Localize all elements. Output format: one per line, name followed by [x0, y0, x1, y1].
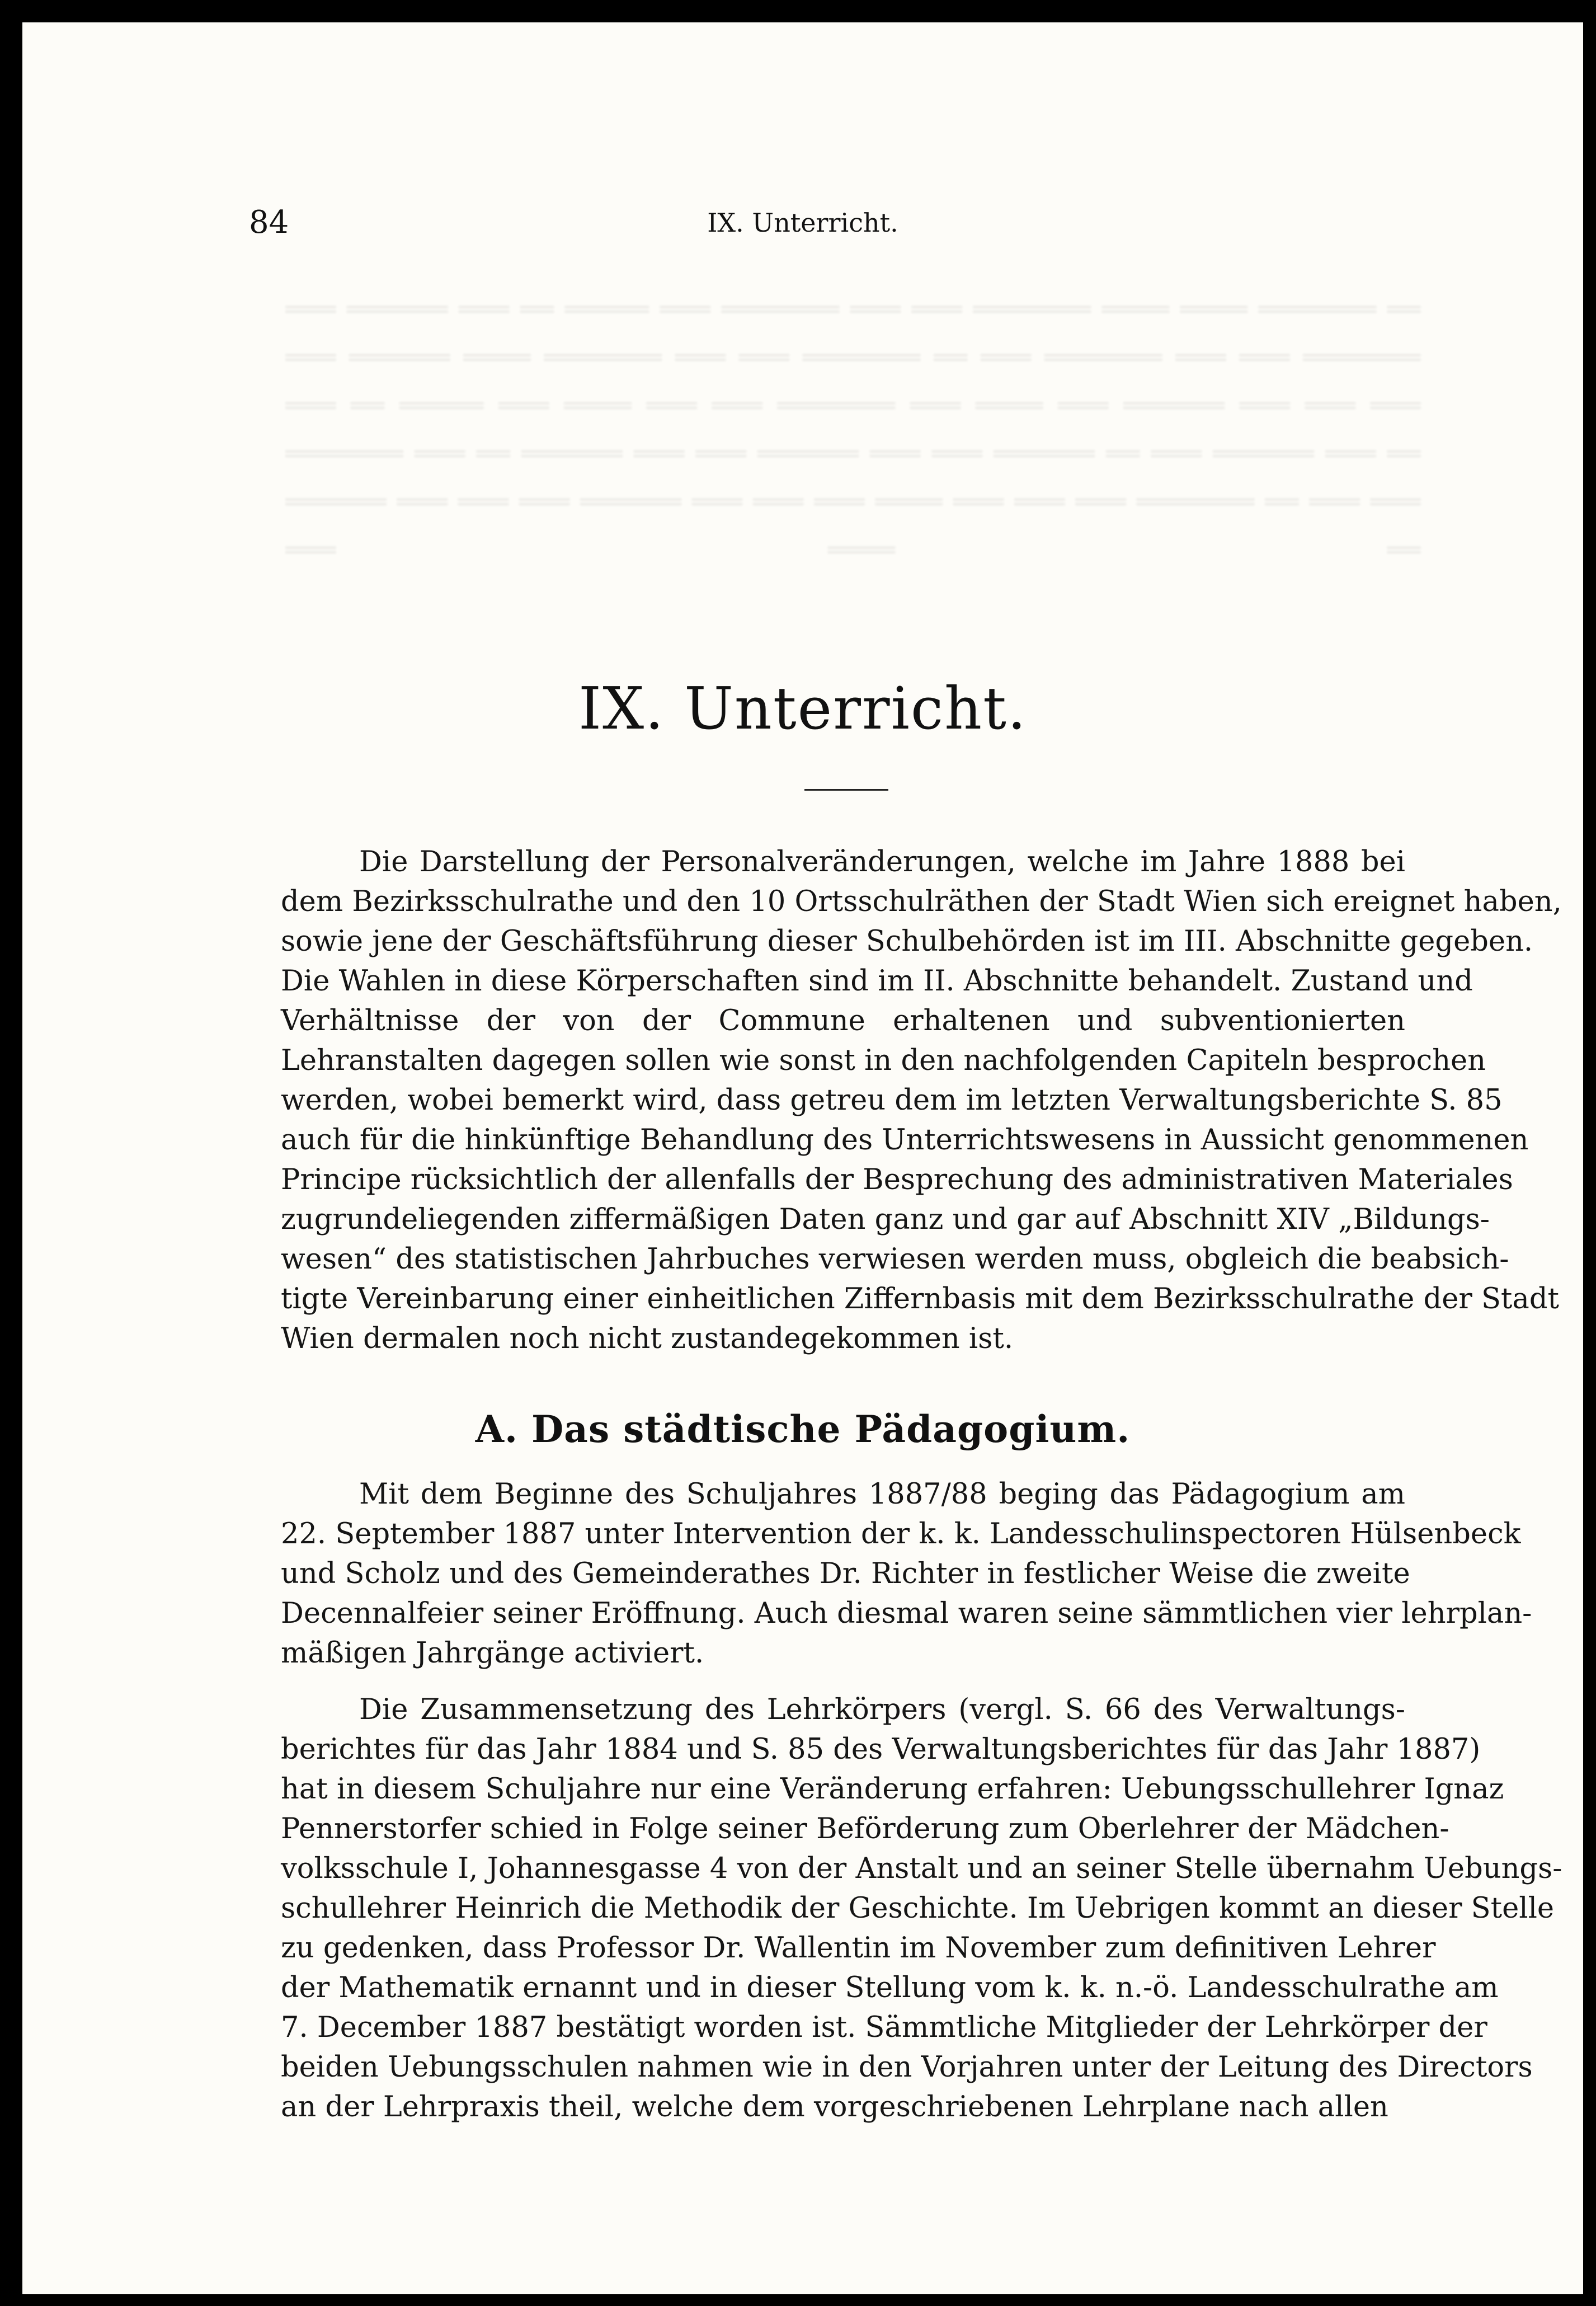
text-line: Decennalfeier seiner Eröffnung. Auch diesmal waren seine sämmtlichen vier lehrplan-: [281, 1597, 1532, 1630]
text-line: auch für die hinkünftige Behandlung des Unterrichtswesens in Aussicht genommenen: [281, 1124, 1529, 1157]
document-page: [22, 22, 1583, 2294]
text-line: tigte Vereinbarung einer einheitlichen Ziffernbasis mit dem Bezirksschulrathe der Stadt: [281, 1283, 1559, 1316]
text-line: schullehrer Heinrich die Methodik der Geschichte. Im Uebrigen kommt an dieser Stelle: [281, 1892, 1555, 1925]
text-line: Die Wahlen in diese Körperschaften sind im II. Abschnitte behandelt. Zustand und: [281, 965, 1473, 998]
text-line: Wien dermalen noch nicht zustandegekommen ist.: [281, 1322, 1014, 1355]
intro-paragraph: [281, 842, 1562, 1359]
text-line: Mit dem Beginne des Schuljahres 1887/88 beging das Pädagogium am: [359, 1478, 1405, 1511]
text-line: werden, wobei bemerkt wird, dass getreu dem im letzten Verwaltungsberichte S. 85: [281, 1084, 1503, 1117]
text-line: berichtes für das Jahr 1884 und S. 85 des Verwaltungsberichtes für das Jahr 1887): [281, 1733, 1481, 1766]
text-line: Die Darstellung der Personalveränderungen, welche im Jahre 1888 bei: [359, 846, 1405, 879]
text-line: an der Lehrpraxis theil, welche dem vorgeschriebenen Lehrplane nach allen: [281, 2091, 1388, 2124]
text-line: Principe rücksichtlich der allenfalls der Besprechung des administrativen Materiales: [281, 1163, 1513, 1196]
section-paragraph-1: [281, 1474, 1532, 1673]
text-line: wesen“ des statistischen Jahrbuches verwiesen werden muss, obgleich die beabsich-: [281, 1243, 1509, 1276]
running-title: IX. Unterricht.: [707, 208, 898, 238]
text-line: und Scholz und des Gemeinderathes Dr. Richter in festlicher Weise die zweite: [281, 1557, 1410, 1590]
text-line: beiden Uebungsschulen nahmen wie in den Vorjahren unter der Leitung des Directors: [281, 2051, 1533, 2084]
section-heading: A. Das städtische Pädagogium.: [475, 1407, 1131, 1451]
text-line: zu gedenken, dass Professor Dr. Wallentin im November zum definitiven Lehrer: [281, 1932, 1436, 1965]
text-line: Die Zusammensetzung des Lehrkörpers (vergl. S. 66 des Verwaltungs-: [359, 1693, 1405, 1726]
text-line: 22. September 1887 unter Intervention der k. k. Landesschulinspectoren Hülsenbeck: [281, 1518, 1521, 1551]
text-line: der Mathematik ernannt und in dieser Stellung vom k. k. n.-ö. Landesschulrathe am: [281, 1971, 1499, 2004]
text-line: Lehranstalten dagegen sollen wie sonst in den nachfolgenden Capiteln besprochen: [281, 1044, 1486, 1077]
chapter-title: IX. Unterricht.: [578, 674, 1027, 743]
text-line: volksschule I, Johannesgasse 4 von der Anstalt und an seiner Stelle übernahm Uebungs-: [281, 1852, 1562, 1885]
section-paragraph-2: [281, 1690, 1562, 2127]
page-number: 84: [249, 204, 289, 241]
text-line: dem Bezirksschulrathe und den 10 Ortsschulräthen der Stadt Wien sich ereignet haben,: [281, 885, 1562, 918]
text-line: Verhältnisse der von der Commune erhaltenen und subventionierten: [281, 1004, 1405, 1037]
text-line: hat in diesem Schuljahre nur eine Veränderung erfahren: Uebungsschullehrer Ignaz: [281, 1773, 1504, 1806]
text-line: zugrundeliegenden ziffermäßigen Daten ganz und gar auf Abschnitt XIV „Bildungs-: [281, 1203, 1490, 1236]
text-line: sowie jene der Geschäftsführung dieser Schulbehörden ist im III. Abschnitte gegeben.: [281, 925, 1533, 958]
running-header: [22, 204, 1583, 249]
title-divider: [804, 789, 888, 791]
text-line: Pennerstorfer schied in Folge seiner Beförderung zum Oberlehrer der Mädchen-: [281, 1812, 1449, 1845]
show-through-texture: ═══ ══════ ═══ ══ ═════ ═══ ═══════ ═══ ═══ ═══════ ════ ════ ═══════ ══ ═══ ══════ ════ ═══════ ═══ ═══ ═══════ ══ ═══ ═══════ ═══ ═══ ═══════ ═══ ══ ═════ ═══ ════ ═══ ═══ ═══════ ═══ ════ ═══ ══════ ═══ ═══ ═══ ═══════ ═══ ══ ══════ ═══ ═══ ══════ ═══ ═══ ══════ ══ ═══ ══════ ═══ ══ ══════ ═══ ═══ ═══ ══════ ═══ ═══ ═══ ════ ═══ ═══ ═══ ═══════ ══ ═══ ═══ ═══ ════ ══: [285, 293, 1421, 566]
text-line: 7. December 1887 bestätigt worden ist. Sämmtliche Mitglieder der Lehrkörper der: [281, 2011, 1487, 2044]
text-line: mäßigen Jahrgänge activiert.: [281, 1637, 704, 1670]
